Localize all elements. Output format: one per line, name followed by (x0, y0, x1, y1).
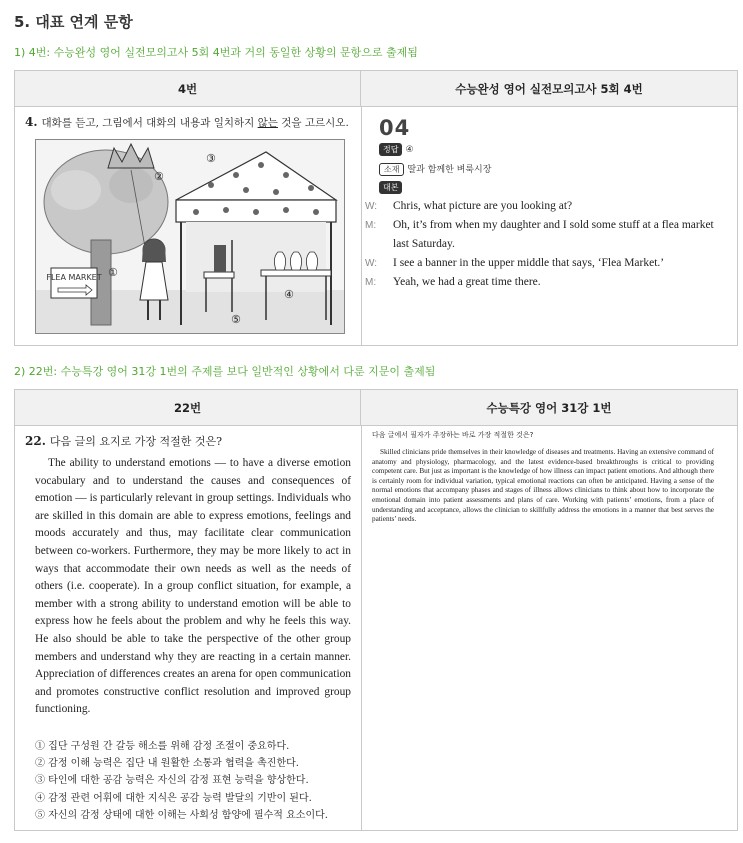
question-text-pre: 대화를 듣고, 그림에서 대화의 내용과 일치하지 (41, 117, 258, 129)
answer-number: 04 (379, 116, 411, 140)
comparison-1-subtitle: 1) 4번: 수능완성 영어 실전모의고사 5회 4번과 거의 동일한 상황의 문항으로 출제됨 (14, 46, 418, 59)
right-question: 다음 글에서 필자가 주장하는 바로 가장 적절한 것은? (372, 431, 534, 439)
question-number: 4. (25, 115, 38, 129)
question-22 (25, 433, 222, 449)
answer-row (379, 143, 414, 156)
question-text-underlined: 않는 (257, 117, 278, 129)
sign-text: FLEA MARKET (46, 273, 102, 282)
answer-label: 정답 (379, 143, 402, 156)
topic-row (379, 162, 491, 176)
option-5: ⑤ 자신의 감정 상태에 대한 이해는 사회성 함양에 필수적 요소이다. (35, 809, 328, 821)
answer-options (35, 738, 355, 824)
left-header: 4번 (15, 71, 361, 107)
right-header: 수능완성 영어 실전모의고사 5회 4번 (361, 71, 737, 107)
script-row (379, 181, 405, 194)
option-3: ③ 타인에 대한 공감 능력은 자신의 감정 표현 능력을 향상한다. (35, 775, 309, 787)
marker-2: ② (154, 170, 164, 183)
comparison-2-subtitle: 2) 22번: 수능특강 영어 31강 1번의 주제를 보다 일반적인 상황에서 다룬 지문이 출제됨 (14, 365, 436, 378)
marker-1: ① (108, 266, 118, 279)
dialogue-line: W: I see a banner in the upper middle that says, ‘Flea Market.’ (365, 257, 665, 269)
question-4 (25, 115, 349, 130)
right-passage-text: Skilled clinicians pride themselves in their knowledge of diseases and treatments. Having an extensive command of anatomy and physiology, pharmacology, and the latest evidence-based breakthroughs is critical to providing competent care. But just as important is the knowledge of how illness can impact patient emotions. And although there is certainly room for individual variation, typical emotional reactions can often be anticipated. Having a sense of the normal emotions that accompany phases and stages of illness allows clinicians to think about how to incorporate the emotional domain into patient assessments and plans of care. Working with patients’ emotions, from a place of understanding and acceptance, allows the clinician to skillfully address the emotions in a manner that best serves the patients’ needs. (372, 448, 714, 524)
option-2: ② 감정 이해 능력은 집단 내 원활한 소통과 협력을 촉진한다. (35, 758, 299, 770)
marker-4: ④ (284, 288, 294, 301)
passage (35, 455, 351, 719)
script-label: 대본 (379, 181, 402, 194)
answer-value: ④ (405, 145, 414, 155)
question-number: 22. (25, 434, 46, 448)
left-header: 22번 (15, 390, 361, 426)
dialogue-line: W: Chris, what picture are you looking at? (365, 200, 573, 212)
option-1: ① 집단 구성원 간 갈등 해소를 위해 감정 조절이 중요하다. (35, 741, 290, 752)
question-text: 다음 글의 요지로 가장 적절한 것은? (49, 435, 223, 448)
marker-3: ③ (206, 152, 216, 165)
option-4: ④ 감정 관련 어휘에 대한 지식은 공감 능력 발달의 기반이 된다. (35, 792, 312, 804)
dialogue-line: M: Yeah, we had a great time there. (365, 276, 541, 288)
column-divider (361, 426, 362, 830)
right-header: 수능특강 영어 31강 1번 (361, 390, 737, 426)
page-title: 5. 대표 연계 문항 (14, 13, 133, 31)
passage-text: The ability to understand emotions — to have a diverse emotion vocabulary and to understand the causes and consequences of emotion — is particularly relevant in group settings. Individuals who are skilled in this domain are able to express emotions, feelings and moods accurately and thus, may facilitate clear communication between co-workers. Furthermore, they may be more likely to act in ways that accommodate their own needs as well as the needs of others (i.e. cooperate). In a group conflict situation, for example, a member with a strong ability to understand emotion will be able to express how he feels about the problem and why he feels this way. He also should be able to take the perspective of the other group members and understand why they are reacting in a certain manner. Appreciation of differences creates an arena for open communication and promotes constructive conflict resolution and improved group functioning. (35, 457, 351, 716)
comparison-table-1 (14, 70, 738, 346)
dialogue (365, 197, 719, 292)
right-passage (372, 448, 714, 525)
flea-market-illustration (35, 139, 345, 334)
flea-market-drawing (36, 140, 345, 334)
question-text-post: 것을 고르시오. (277, 117, 349, 129)
column-divider (361, 107, 362, 345)
comparison-table-2 (14, 389, 738, 831)
dialogue-line: M: Oh, it’s from when my daughter and I sold some stuff at a flea market last Saturday. (365, 219, 714, 250)
topic-label: 소재 (379, 163, 404, 176)
topic-value: 딸과 함께한 벼룩시장 (407, 165, 492, 175)
marker-5: ⑤ (231, 313, 241, 326)
